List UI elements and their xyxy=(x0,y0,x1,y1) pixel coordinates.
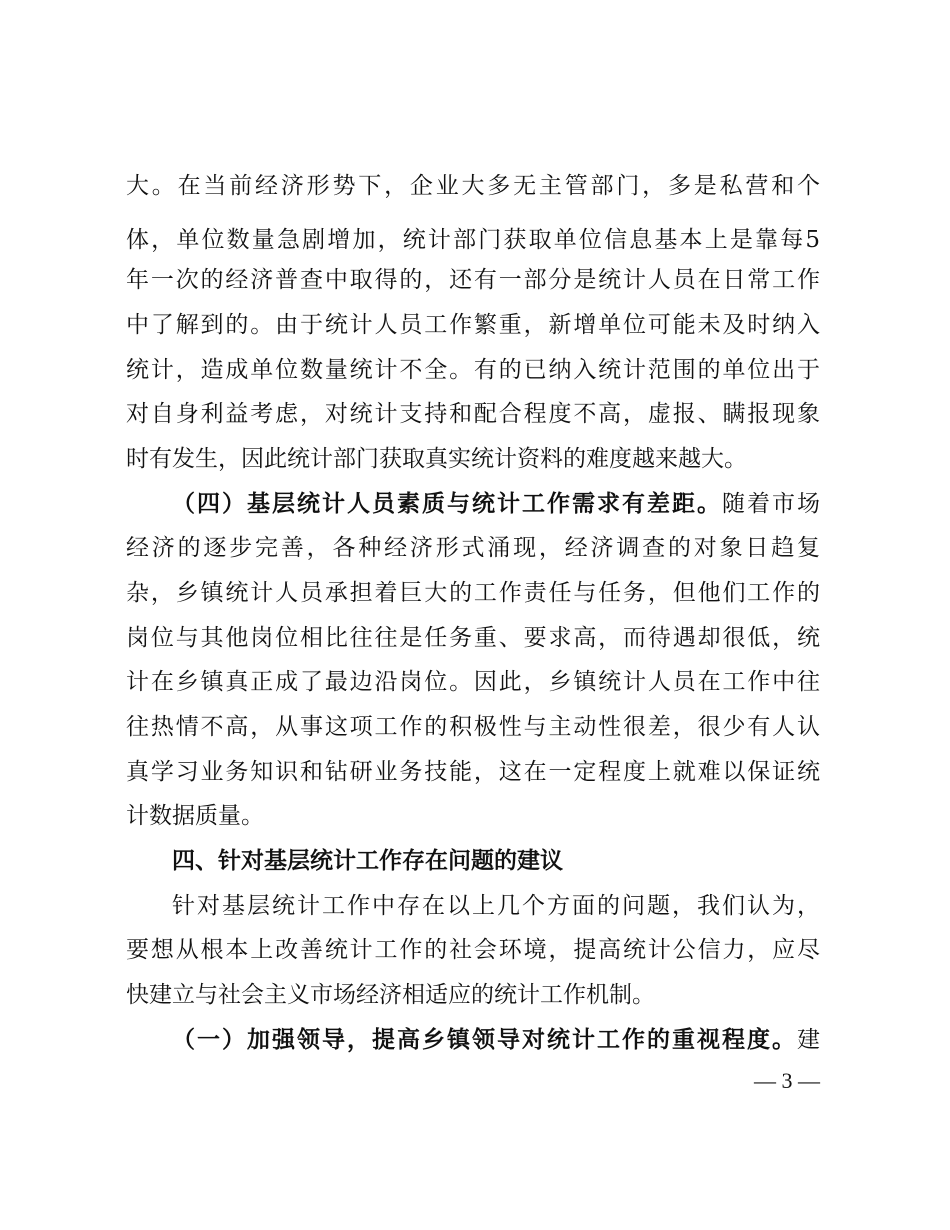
paragraph-line: 时有发生，因此统计部门获取真实统计资料的难度越来越大。 xyxy=(126,446,747,472)
paragraph-line: 岗位与其他岗位相比往往是任务重、要求高，而待遇却很低，统 xyxy=(126,625,820,651)
paragraph-line: 杂，乡镇统计人员承担着巨大的工作责任与任务，但他们工作的 xyxy=(126,580,820,606)
page-number: — 3 — xyxy=(754,1068,820,1093)
subsection-4-title: （四）基层统计人员素质与统计工作需求有差距。 xyxy=(172,490,722,517)
paragraph-line: 体，单位数量急剧增加，统计部门获取单位信息基本上是靠每5 xyxy=(126,227,820,253)
paragraph-line: 年一次的经济普查中取得的，还有一部分是统计人员在日常工作 xyxy=(126,267,820,293)
paragraph-line: 针对基层统计工作中存在以上几个方面的问题，我们认为， xyxy=(172,893,820,919)
paragraph-line: 大。在当前经济形势下，企业大多无主管部门，多是私营和个 xyxy=(126,173,820,199)
subsection-4-text: 随着市场 xyxy=(722,491,820,517)
paragraph-line: 中了解到的。由于统计人员工作繁重，新增单位可能未及时纳入 xyxy=(126,312,820,338)
paragraph-line: 往热情不高，从事这项工作的积极性与主动性很差，很少有人认 xyxy=(126,714,820,740)
subsection-1-title: （一）加强领导，提高乡镇领导对统计工作的重视程度。 xyxy=(172,1026,797,1053)
section-heading: 四、针对基层统计工作存在问题的建议 xyxy=(172,848,563,874)
paragraph-line: 计在乡镇真正成了最边沿岗位。因此，乡镇统计人员在工作中往 xyxy=(126,669,820,695)
subsection-1-text: 建 xyxy=(797,1027,820,1053)
subsection-4-first-line xyxy=(172,486,820,522)
paragraph-line: 对自身利益考虑，对统计支持和配合程度不高，虚报、瞒报现象 xyxy=(126,401,820,427)
subsection-1-first-line xyxy=(172,1022,820,1058)
paragraph-line: 真学习业务知识和钻研业务技能，这在一定程度上就难以保证统 xyxy=(126,759,820,785)
paragraph-line: 要想从根本上改善统计工作的社会环境，提高统计公信力，应尽 xyxy=(126,937,820,963)
paragraph-line: 计数据质量。 xyxy=(126,803,264,829)
paragraph-line: 快建立与社会主义市场经济相适应的统计工作机制。 xyxy=(126,982,655,1008)
paragraph-line: 统计，造成单位数量统计不全。有的已纳入统计范围的单位出于 xyxy=(126,357,820,383)
paragraph-line: 经济的逐步完善，各种经济形式涌现，经济调查的对象日趋复 xyxy=(126,535,820,561)
